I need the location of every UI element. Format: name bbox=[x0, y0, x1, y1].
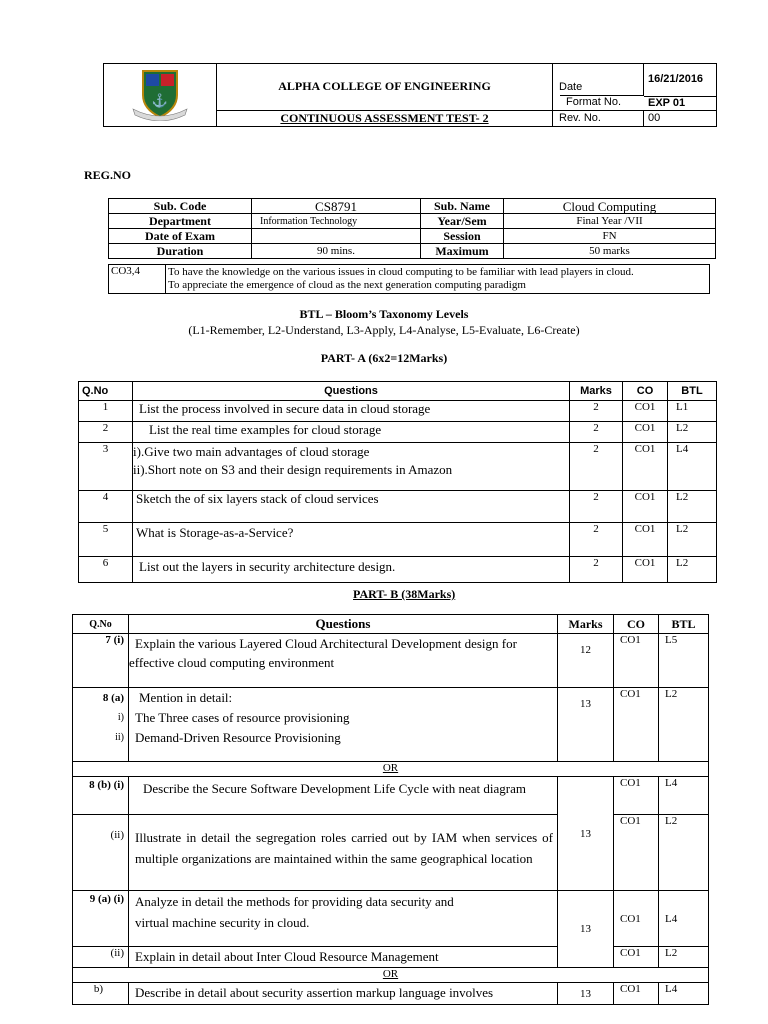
question-marks: 13 bbox=[558, 688, 614, 762]
qno-header: Q.No bbox=[79, 382, 133, 401]
co-header: CO bbox=[623, 382, 668, 401]
question-text: List the real time examples for cloud storage bbox=[133, 422, 570, 443]
btl-levels: (L1-Remember, L2-Understand, L3-Apply, L4-Analyse, L5-Evaluate, L6-Create) bbox=[188, 323, 580, 337]
question-co: CO1 bbox=[614, 634, 659, 688]
duration-label: Duration bbox=[109, 244, 252, 259]
sub-code-label: Sub. Code bbox=[109, 199, 252, 214]
btl-header: BTL bbox=[659, 615, 709, 634]
course-outcome-table bbox=[108, 264, 710, 294]
question-text: List out the layers in security architecture design. bbox=[133, 557, 570, 583]
session-label: Session bbox=[421, 229, 504, 244]
part-b-header-row bbox=[73, 615, 709, 634]
question-btl: L2 bbox=[659, 947, 709, 968]
co-code: CO3,4 bbox=[109, 265, 166, 294]
question-text: Illustrate in detail the segregation roles carried out by IAM when services of multiple organizations are maintained within the same geographical location bbox=[129, 815, 558, 891]
question-co: CO1 bbox=[623, 523, 668, 557]
question-marks: 12 bbox=[558, 634, 614, 688]
format-label: Format No. bbox=[560, 95, 644, 110]
q-number: 4 bbox=[79, 491, 133, 523]
yearsem: Final Year /VII bbox=[504, 214, 716, 229]
question-text: Sketch the of six layers stack of cloud services bbox=[133, 491, 570, 523]
question-btl: L1 bbox=[668, 401, 717, 422]
marks-header: Marks bbox=[570, 382, 623, 401]
question-co: CO1 bbox=[623, 422, 668, 443]
question-co: CO1 bbox=[614, 891, 659, 947]
date-label: Date bbox=[553, 64, 644, 111]
question-co: CO1 bbox=[614, 815, 659, 891]
co-header: CO bbox=[614, 615, 659, 634]
question-btl: L4 bbox=[659, 891, 709, 947]
question-co: CO1 bbox=[623, 443, 668, 491]
session: FN bbox=[504, 229, 716, 244]
table-row bbox=[79, 557, 717, 583]
question-text: Explain the various Layered Cloud Architectural Development design for bbox=[135, 636, 517, 651]
dept: Information Technology bbox=[252, 214, 421, 229]
rev-value: 00 bbox=[644, 110, 717, 126]
part-b-table bbox=[72, 614, 709, 1005]
question-co: CO1 bbox=[614, 777, 659, 815]
question-text: Describe in detail about security assertion markup language involves bbox=[129, 983, 558, 1005]
sub-number: i) bbox=[117, 712, 124, 723]
question-marks: 2 bbox=[570, 401, 623, 422]
question-btl: L2 bbox=[668, 491, 717, 523]
q-number: (ii) bbox=[73, 815, 129, 891]
question-co: CO1 bbox=[623, 401, 668, 422]
date-value: 16/21/2016 bbox=[644, 64, 717, 97]
sub-code: CS8791 bbox=[252, 199, 421, 214]
table-row bbox=[73, 947, 709, 968]
q-number: 5 bbox=[79, 523, 133, 557]
or-row bbox=[73, 762, 709, 777]
question-text: ii).Short note on S3 and their design requirements in Amazon bbox=[133, 462, 453, 477]
table-row bbox=[73, 983, 709, 1005]
question-marks: 2 bbox=[570, 557, 623, 583]
maximum-label: Maximum bbox=[421, 244, 504, 259]
question-co: CO1 bbox=[614, 688, 659, 762]
or-label: OR bbox=[73, 968, 709, 983]
question-text: Explain in detail about Inter Cloud Resource Management bbox=[129, 947, 558, 968]
marks-header: Marks bbox=[558, 615, 614, 634]
q-number: b) bbox=[73, 983, 129, 1005]
question-marks: 13 bbox=[558, 777, 614, 891]
college-name: ALPHA COLLEGE OF ENGINEERING bbox=[217, 64, 553, 111]
co-line-1: To have the knowledge on the various issues in cloud computing to be familiar with lead players in cloud. bbox=[168, 266, 634, 278]
q-number: 6 bbox=[79, 557, 133, 583]
svg-text:⚓: ⚓ bbox=[151, 92, 169, 108]
question-btl: L2 bbox=[668, 557, 717, 583]
sub-number: ii) bbox=[115, 732, 124, 743]
exam-date bbox=[252, 229, 421, 244]
dept-label: Department bbox=[109, 214, 252, 229]
btl-title: BTL – Bloom’s Taxonomy Levels bbox=[299, 307, 469, 321]
part-b-title: PART- B (38Marks) bbox=[353, 587, 456, 601]
question-text: virtual machine security in cloud. bbox=[135, 915, 310, 930]
table-row bbox=[73, 891, 709, 947]
sub-name: Cloud Computing bbox=[504, 199, 716, 214]
duration: 90 mins. bbox=[252, 244, 421, 259]
table-row bbox=[79, 401, 717, 422]
exam-date-label: Date of Exam bbox=[109, 229, 252, 244]
logo-cell bbox=[104, 64, 217, 127]
question-text: Describe the Secure Software Development Life Cycle with neat diagram bbox=[129, 777, 558, 815]
question-marks: 13 bbox=[558, 983, 614, 1005]
question-btl: L2 bbox=[668, 523, 717, 557]
q-number: 1 bbox=[79, 401, 133, 422]
question-marks: 13 bbox=[558, 891, 614, 968]
question-btl: L4 bbox=[659, 777, 709, 815]
question-text: What is Storage-as-a-Service? bbox=[133, 523, 570, 557]
part-a-title: PART- A (6x2=12Marks) bbox=[320, 351, 448, 365]
q-number: 8 (a) bbox=[102, 692, 124, 704]
question-btl: L2 bbox=[668, 422, 717, 443]
btl-header: BTL bbox=[668, 382, 717, 401]
table-row bbox=[73, 634, 709, 688]
question-text: Analyze in detail the methods for providing data security and bbox=[135, 894, 454, 909]
part-a-table bbox=[78, 381, 717, 583]
question-co: CO1 bbox=[623, 491, 668, 523]
question-text: List the process involved in secure data in cloud storage bbox=[133, 401, 570, 422]
question-co: CO1 bbox=[623, 557, 668, 583]
table-row bbox=[79, 523, 717, 557]
question-co: CO1 bbox=[614, 947, 659, 968]
question-btl: L4 bbox=[668, 443, 717, 491]
maximum: 50 marks bbox=[504, 244, 716, 259]
question-marks: 2 bbox=[570, 443, 623, 491]
question-text: Demand-Driven Resource Provisioning bbox=[135, 730, 341, 745]
questions-header: Questions bbox=[129, 615, 558, 634]
questions-header: Questions bbox=[133, 382, 570, 401]
question-text: The Three cases of resource provisioning bbox=[135, 710, 350, 725]
q-number: 8 (b) (i) bbox=[73, 777, 129, 815]
q-number: 3 bbox=[79, 443, 133, 491]
or-row bbox=[73, 968, 709, 983]
q-number: (ii) bbox=[73, 947, 129, 968]
qno-header: Q.No bbox=[73, 615, 129, 634]
table-row bbox=[79, 422, 717, 443]
rev-label: Rev. No. bbox=[553, 110, 644, 126]
question-btl: L2 bbox=[659, 815, 709, 891]
question-text: i).Give two main advantages of cloud storage bbox=[133, 444, 370, 459]
test-name: CONTINUOUS ASSESSMENT TEST- 2 bbox=[217, 110, 553, 126]
part-a-header-row bbox=[79, 382, 717, 401]
question-co: CO1 bbox=[614, 983, 659, 1005]
yearsem-label: Year/Sem bbox=[421, 214, 504, 229]
table-row bbox=[79, 491, 717, 523]
question-btl: L2 bbox=[659, 688, 709, 762]
question-btl: L4 bbox=[659, 983, 709, 1005]
question-marks: 2 bbox=[570, 491, 623, 523]
q-number: 7 (i) bbox=[73, 634, 129, 688]
question-text: Mention in detail: bbox=[139, 690, 233, 705]
table-row bbox=[73, 777, 709, 815]
co-line-2: To appreciate the emergence of cloud as the next generation computing paradigm bbox=[168, 279, 526, 291]
question-text: effective cloud computing environment bbox=[129, 655, 335, 670]
question-btl: L5 bbox=[659, 634, 709, 688]
question-marks: 2 bbox=[570, 523, 623, 557]
question-marks: 2 bbox=[570, 422, 623, 443]
exam-info-table bbox=[108, 198, 716, 259]
format-value: EXP 01 bbox=[644, 96, 717, 110]
table-row bbox=[79, 443, 717, 491]
q-number: 9 (a) (i) bbox=[73, 891, 129, 947]
college-logo-icon bbox=[129, 67, 191, 121]
table-row bbox=[73, 815, 709, 891]
reg-no-label: REG.NO bbox=[84, 168, 132, 182]
table-row bbox=[73, 688, 709, 762]
sub-name-label: Sub. Name bbox=[421, 199, 504, 214]
or-label: OR bbox=[73, 762, 709, 777]
q-number: 2 bbox=[79, 422, 133, 443]
